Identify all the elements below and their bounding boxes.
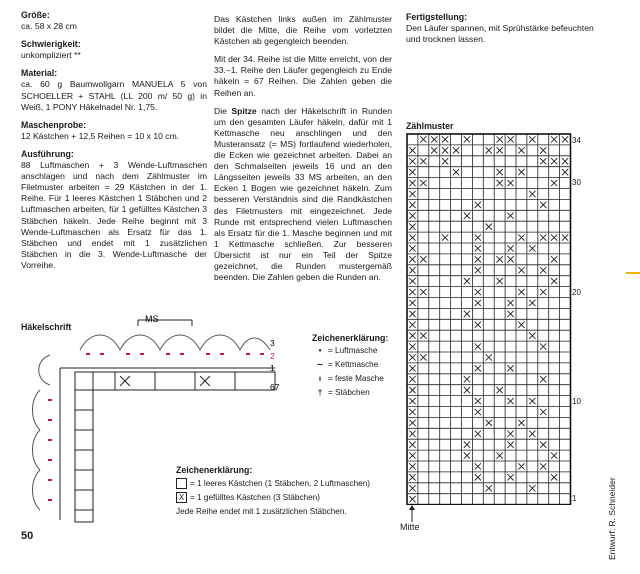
filled-cell (507, 213, 513, 219)
filled-cell (529, 300, 535, 306)
filled-cell (507, 398, 513, 404)
filled-cell (497, 452, 503, 458)
material-text: ca. 60 g Baumwollgarn MANUELA 5 von SCHOELLER + STAHL (LL 200 m/ 50 g) in Weiß, 1 PONY Häkelnadel Nr. 1,75. (21, 79, 207, 112)
filled-cell (409, 245, 415, 251)
filled-cell (486, 147, 492, 153)
filled-cell (507, 136, 513, 142)
filled-cell (486, 485, 492, 491)
filled-cell (420, 289, 426, 295)
legend-slip-text: = Kettmasche (328, 359, 379, 369)
rows-paragraph: Mit der 34. Reihe ist die Mitte erreicht, von der 33.–1. Reihe den Läufer gegengleich zu Ende häkeln = 67 Reihen. Die Zahlen geben die Reihen an. (214, 54, 392, 98)
filled-cell (475, 398, 481, 404)
gauge-heading: Maschenprobe: (21, 119, 87, 130)
filled-cell (486, 224, 492, 230)
filled-cell (409, 474, 415, 480)
row-67-label: 67 (270, 382, 280, 392)
size-text: ca. 58 x 28 cm (21, 21, 77, 32)
filled-cell (409, 234, 415, 240)
chain-stitch-icon: • (318, 345, 322, 355)
filled-cell (529, 136, 535, 142)
filled-cell (529, 485, 535, 491)
filled-cell (409, 147, 415, 153)
filled-cell (518, 267, 524, 273)
filled-cell (409, 463, 415, 469)
filled-cell (507, 300, 513, 306)
filled-cell (497, 147, 503, 153)
filled-cell (475, 300, 481, 306)
filled-cell (540, 289, 546, 295)
filled-cell (497, 256, 503, 262)
filled-cell (518, 322, 524, 328)
filled-cell (551, 158, 557, 164)
filled-cell (464, 136, 470, 142)
filled-cell (442, 158, 448, 164)
filled-cell (507, 245, 513, 251)
lace-paragraph (214, 106, 392, 284)
filled-cell (529, 191, 535, 197)
filled-cell (409, 409, 415, 415)
filled-cell (475, 267, 481, 273)
filled-cell (518, 234, 524, 240)
stitch-legend-title: Zeichenerklärung: (312, 333, 389, 343)
filled-cell (409, 485, 415, 491)
filled-cell (409, 387, 415, 393)
round-3-label: 3 (270, 338, 275, 348)
filled-cell (409, 191, 415, 197)
filled-cell (464, 452, 470, 458)
filled-cell (529, 431, 535, 437)
legend-single-text: = feste Masche (328, 373, 384, 383)
filled-cell (551, 452, 557, 458)
filled-cell (518, 289, 524, 295)
filled-cell (551, 278, 557, 284)
filled-cell (540, 343, 546, 349)
filled-cell (409, 224, 415, 230)
filled-cell (409, 442, 415, 448)
execution-text: 88 Luftmaschen + 3 Wende-Luftmaschen anschlagen und nach dem Zählmuster im Filetmuster arbeiten = 29 Kästchen in der 1. Reihe. Für 1 leeres Kästchen 1 Stäbchen und 2 Luftmaschen arbeiten, für 1 gefülltes Kästchen 3 Stäbchen häkeln. Jede Reihe beginnt mit 3 Wende-Luftmaschen als Ersatz für das 1. Stäbchen und endet mit 1 zusätzlichen Stäbchen in die 3. Wende-Luftmasche der Vorreihe. (21, 160, 207, 270)
filled-cell (475, 234, 481, 240)
filled-cell (409, 333, 415, 339)
filled-cell (540, 463, 546, 469)
filled-cell (540, 202, 546, 208)
filled-cell (409, 169, 415, 175)
slip-stitch-icon: ∼ (316, 360, 324, 369)
material-heading: Material: (21, 68, 58, 79)
filled-cell (464, 442, 470, 448)
filled-cell (475, 322, 481, 328)
page-number: 50 (21, 530, 34, 542)
filled-cell (475, 343, 481, 349)
filled-cell (464, 387, 470, 393)
filled-cell (529, 398, 535, 404)
filled-cell (420, 256, 426, 262)
difficulty-text: unkompliziert ** (21, 50, 81, 61)
filled-cell (409, 202, 415, 208)
filled-cell (409, 158, 415, 164)
filled-cell (551, 136, 557, 142)
filled-cell (453, 169, 459, 175)
row-label-34: 34 (572, 136, 581, 145)
legend-double-text: = Stäbchen (328, 387, 370, 397)
legend-note: Jede Reihe endet mit 1 zusätzlichen Stäbchen. (176, 507, 347, 516)
filled-cell (475, 365, 481, 371)
filled-cell (409, 354, 415, 360)
center-label: Mitte (400, 522, 420, 532)
filled-cell (475, 245, 481, 251)
filled-cell (529, 245, 535, 251)
filled-cell (475, 256, 481, 262)
filled-cell (518, 169, 524, 175)
grid-title: Zählmuster (406, 121, 454, 131)
filled-cell (409, 300, 415, 306)
filled-cell (551, 474, 557, 480)
filled-cell (409, 365, 415, 371)
filled-cell (431, 147, 437, 153)
filled-cell (409, 343, 415, 349)
filled-cell (475, 474, 481, 480)
filled-cell (453, 147, 459, 153)
filled-cell (409, 376, 415, 382)
filled-cell (562, 234, 568, 240)
filled-cell (409, 180, 415, 186)
filled-cell (562, 169, 568, 175)
execution-heading: Ausführung: (21, 148, 74, 159)
difficulty-heading: Schwierigkeit: (21, 39, 81, 50)
box-legend (176, 463, 370, 519)
filled-cell (540, 409, 546, 415)
filled-cell (475, 202, 481, 208)
filled-cell (529, 333, 535, 339)
accent-bar (626, 272, 640, 274)
filled-cell (507, 442, 513, 448)
filled-cell (420, 333, 426, 339)
row-label-30: 30 (572, 178, 581, 187)
filled-cell (420, 354, 426, 360)
filled-cell (409, 256, 415, 262)
center-paragraph: Das Kästchen links außen im Zählmuster bildet die Mitte, die Reihe vom vorletzten Kästchen ab gegengleich beenden. (214, 14, 392, 47)
filled-cell (475, 463, 481, 469)
box-legend-title: Zeichenerklärung: (176, 465, 253, 475)
filled-cell (551, 256, 557, 262)
lace-lead: Die (214, 105, 232, 116)
filled-cell (486, 354, 492, 360)
filled-cell (409, 289, 415, 295)
legend-single (312, 371, 388, 385)
filled-cell (497, 169, 503, 175)
filled-cell (562, 158, 568, 164)
filled-cell (507, 431, 513, 437)
filled-cell (497, 387, 503, 393)
filled-cell (431, 136, 437, 142)
filled-cell (518, 147, 524, 153)
gauge-text: 12 Kästchen + 12,5 Reihen = 10 x 10 cm. (21, 130, 180, 141)
filled-cell (409, 311, 415, 317)
counting-chart (406, 133, 576, 505)
legend-slip (312, 357, 388, 371)
legend-filled-text: = 1 gefülltes Kästchen (3 Stäbchen) (190, 493, 320, 502)
filled-cell (464, 311, 470, 317)
filled-cell (551, 234, 557, 240)
filled-cell (507, 365, 513, 371)
filled-cell (540, 147, 546, 153)
filled-cell (540, 234, 546, 240)
filled-cell (442, 136, 448, 142)
filled-cell (420, 136, 426, 142)
filled-cell (540, 376, 546, 382)
filled-cell (442, 234, 448, 240)
lace-rest: nach der Häkelschrift in Runden um den gesamten Läufer häkeln, dafür mit 1 Kettmasche neu anschlingen und den Musteransatz (= MS) fortlaufend wiederholen, die Ecken wie gezeichnet arbeiten. Dabei an den Schmalseiten jeweils 16 und an den Längsseiten jeweils 33 MS arbeiten, an den Ecken 1 Bogen wie gezeichnet häkeln. Zum besseren Verständnis sind die Randkästchen des Filetmusters mit eingezeichnet. Jede Runde mit entsprechend vielen Luftmaschen als Ersatz für die 1. Masche beginnen und mit 1 Kettmasche schließen. Zur besseren Übersicht ist nur ein Teil der Spitze gezeichnet, die Runden mustergemäß beenden. Die Zahlen geben die Runden an. (214, 105, 392, 283)
filled-cell (420, 180, 426, 186)
filled-cell (497, 136, 503, 142)
filled-cell (540, 442, 546, 448)
filled-cell (409, 431, 415, 437)
legend-chain-text: = Luftmasche (328, 345, 378, 355)
round-2-label: 2 (270, 351, 275, 361)
filled-cell (562, 136, 568, 142)
filled-cell (409, 322, 415, 328)
finishing-text: Den Läufer spannen, mit Sprühstärke befeuchten und trocknen lassen. (406, 23, 594, 45)
round-1-label: 1 (270, 363, 275, 373)
filled-cell (475, 409, 481, 415)
filled-cell (475, 431, 481, 437)
filled-box-icon: X (176, 492, 187, 503)
filled-cell (486, 420, 492, 426)
filled-cell (409, 267, 415, 273)
instructions-column-2 (214, 14, 392, 290)
empty-box-icon (176, 478, 187, 489)
row-label-20: 20 (572, 288, 581, 297)
filled-cell (497, 278, 503, 284)
crochet-chart-title: Häkelschrift (21, 322, 72, 332)
filled-cell (464, 278, 470, 284)
instructions-column-3 (406, 12, 606, 52)
filled-cell (409, 496, 415, 502)
filled-cell (551, 180, 557, 186)
stitch-legend (312, 333, 388, 399)
instructions-column-1 (21, 10, 207, 278)
center-arrow-icon (406, 505, 418, 523)
finishing-heading: Fertigstellung: (406, 12, 468, 22)
filled-cell (507, 474, 513, 480)
filled-cell (409, 420, 415, 426)
filled-cell (518, 463, 524, 469)
filled-cell (507, 180, 513, 186)
filled-cell (420, 158, 426, 164)
filled-cell (507, 256, 513, 262)
filled-cell (409, 213, 415, 219)
filled-cell (409, 452, 415, 458)
lace-keyword: Spitze (231, 105, 257, 116)
row-label-1: 1 (572, 494, 577, 503)
filled-cell (540, 267, 546, 273)
filled-cell (507, 311, 513, 317)
design-credit: Entwurf: R. Schneider (607, 477, 617, 560)
filled-cell (409, 278, 415, 284)
filled-cell (464, 376, 470, 382)
filled-cell (475, 289, 481, 295)
row-label-10: 10 (572, 397, 581, 406)
ms-label: MS (145, 314, 159, 324)
legend-filled-box (176, 491, 370, 505)
filled-cell (409, 398, 415, 404)
legend-empty-text: = 1 leeres Kästchen (1 Stäbchen, 2 Luftmaschen) (190, 479, 371, 488)
legend-double (312, 385, 388, 399)
legend-chain (312, 343, 388, 357)
filled-cell (518, 420, 524, 426)
single-crochet-icon: ı (318, 373, 322, 383)
legend-empty-box (176, 477, 370, 491)
filled-cell (497, 180, 503, 186)
filled-cell (464, 213, 470, 219)
double-crochet-icon: † (317, 387, 323, 397)
size-heading: Größe: (21, 10, 50, 20)
filled-cell (442, 147, 448, 153)
filled-cell (540, 158, 546, 164)
